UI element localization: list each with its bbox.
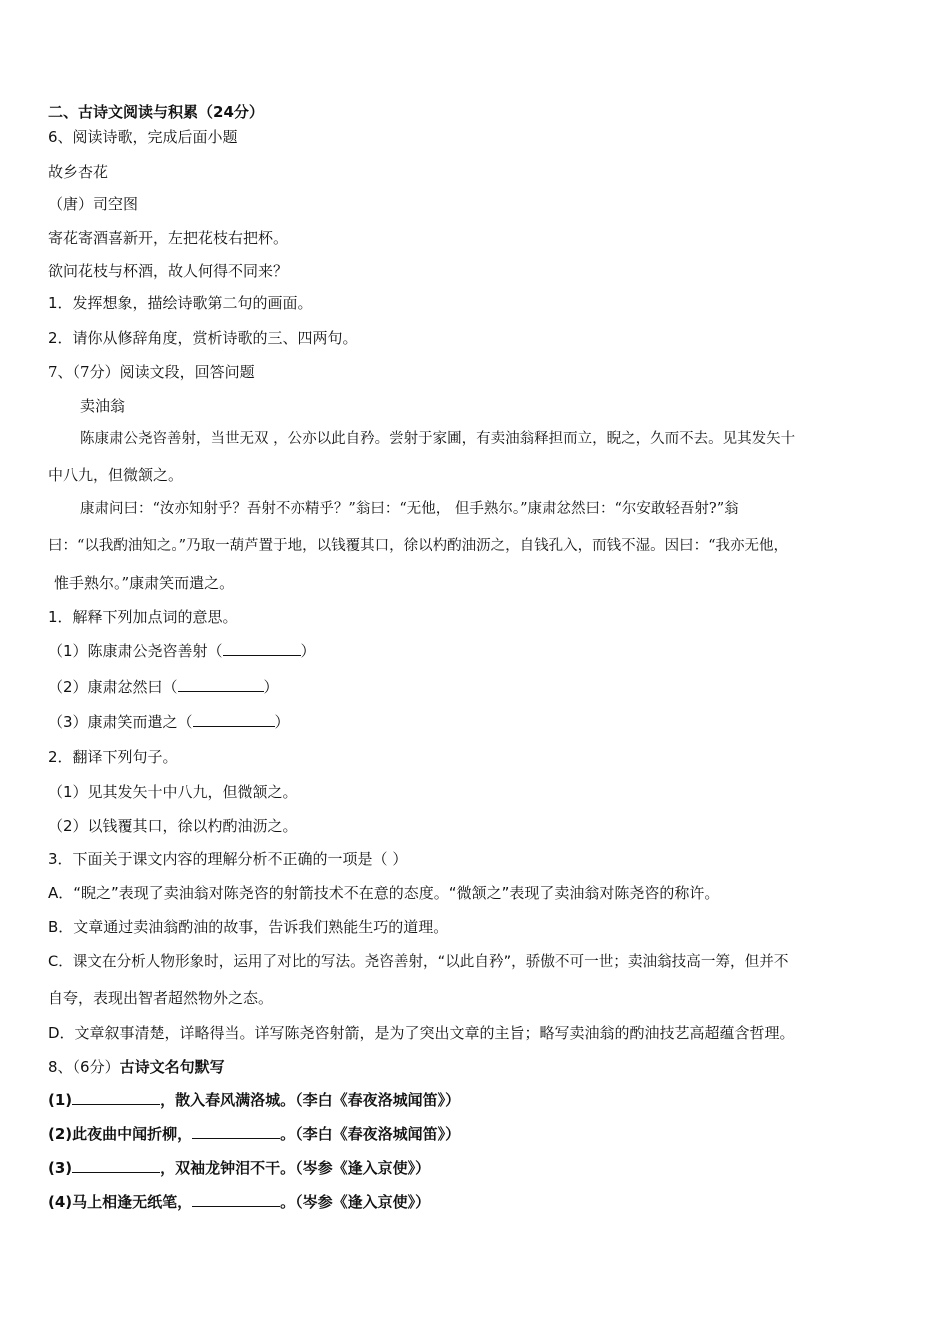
q8-item4: [48, 1192, 430, 1212]
poem-line-1: 寄花寄酒喜新开，左把花枝右把杯。: [48, 229, 289, 247]
q8-item1: [48, 1090, 460, 1110]
q7-sub1-item2: [48, 677, 279, 697]
q6-sub1: 1．发挥想象，描绘诗歌第二句的画面。: [48, 294, 313, 312]
q8-title: [48, 1057, 225, 1077]
item-text: 。（岑参《逢入京使》）: [280, 1193, 431, 1211]
answer-blank[interactable]: [72, 1158, 160, 1173]
q6-title: 6、阅读诗歌，完成后面小题: [48, 128, 238, 146]
item-text: ，双袖龙钟泪不干。（岑参《逢入京使》）: [160, 1159, 431, 1177]
q6-sub2: 2．请你从修辞角度，赏析诗歌的三、四两句。: [48, 329, 358, 347]
option-d: D．文章叙事清楚，详略得当。详写陈尧咨射箭，是为了突出文章的主旨；略写卖油翁的酌油技艺高超蕴含哲理。: [48, 1024, 795, 1042]
poem-line-2: 欲问花枝与杯酒，故人何得不同来？: [48, 262, 289, 280]
q8-number: 8、（6分）: [48, 1058, 120, 1076]
passage-para2-line1: 康肃问曰：“汝亦知射乎？吾射不亦精乎？”翁曰：“无他， 但手熟尔。”康肃忿然曰：“尔安敢轻吾射?”翁: [80, 501, 739, 517]
option-a: A．“睨之”表现了卖油翁对陈尧咨的射箭技术不在意的态度。“微颔之”表现了卖油翁对陈尧咨的称许。: [48, 884, 720, 902]
passage-para1-line2: 中八九，但微颔之。: [48, 466, 184, 484]
item-text: （1）陈康肃公尧咨善射（: [48, 642, 223, 660]
item-text: (3): [48, 1159, 73, 1177]
section-title: 二、古诗文阅读与积累（24分）: [48, 103, 264, 121]
q8-item3: [48, 1158, 430, 1178]
item-text: （3）康肃笑而遣之（: [48, 713, 193, 731]
answer-blank[interactable]: [192, 1124, 280, 1139]
q8-heading: 古诗文名句默写: [119, 1058, 225, 1076]
poem-title: 故乡杏花: [48, 163, 109, 181]
answer-blank[interactable]: [193, 712, 275, 727]
answer-blank[interactable]: [192, 1192, 280, 1207]
answer-blank[interactable]: [223, 641, 301, 656]
answer-blank[interactable]: [72, 1090, 160, 1105]
item-text: （2）康肃忿然曰（: [48, 678, 178, 696]
q7-title: 7、（7分）阅读文段，回答问题: [48, 363, 255, 381]
q7-sub2-item1: （1）见其发矢十中八九，但微颔之。: [48, 783, 298, 801]
passage-para2-line3: 惟手熟尔。”康肃笑而遣之。: [54, 574, 235, 592]
item-text: (4)马上相逢无纸笔，: [48, 1193, 193, 1211]
close-paren: ）: [263, 678, 279, 696]
passage-para1-line1: 陈康肃公尧咨善射，当世无双 ，公亦以此自矜。尝射于家圃，有卖油翁释担而立，睨之，久而不去。见其发矢十: [80, 431, 796, 447]
item-text: 。（李白《春夜洛城闻笛》）: [280, 1125, 461, 1143]
q8-item2: [48, 1124, 460, 1144]
item-text: (2)此夜曲中闻折柳，: [48, 1125, 193, 1143]
close-paren: ）: [300, 642, 316, 660]
close-paren: ）: [274, 713, 290, 731]
answer-blank[interactable]: [178, 677, 264, 692]
q7-sub2-item2: （2）以钱覆其口，徐以杓酌油沥之。: [48, 817, 298, 835]
poem-author: （唐）司空图: [48, 195, 139, 213]
option-c-line1: C．课文在分析人物形象时，运用了对比的写法。尧咨善射，“以此自矜”，骄傲不可一世；卖油翁技高一筹，但并不: [48, 953, 789, 970]
q7-sub1-item3: [48, 712, 290, 732]
q7-sub2: 2．翻译下列句子。: [48, 748, 178, 766]
q7-sub1: 1．解释下列加点词的意思。: [48, 608, 238, 626]
option-c-line2: 自夸，表现出智者超然物外之态。: [48, 989, 274, 1007]
text-title: 卖油翁: [80, 397, 126, 415]
option-b: B．文章通过卖油翁酌油的故事，告诉我们熟能生巧的道理。: [48, 918, 449, 936]
item-text: ，散入春风满洛城。（李白《春夜洛城闻笛》）: [160, 1091, 461, 1109]
item-text: (1): [48, 1091, 73, 1109]
q7-sub1-item1: [48, 641, 316, 661]
q7-sub3: 3．下面关于课文内容的理解分析不正确的一项是（ ）: [48, 850, 408, 868]
passage-para2-line2: 曰：“以我酌油知之。”乃取一葫芦置于地，以钱覆其口，徐以杓酌油沥之，自钱孔入，而钱不湿。因曰：“我亦无他，: [48, 538, 788, 554]
